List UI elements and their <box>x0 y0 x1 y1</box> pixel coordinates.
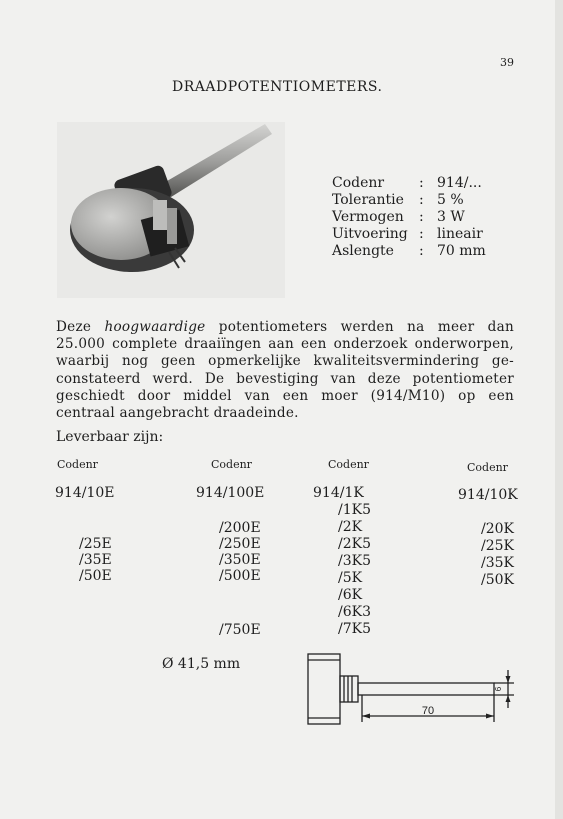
table-cell: /2K <box>338 519 363 535</box>
table-cell: /6K <box>338 587 363 603</box>
table-cell: /50K <box>481 572 514 588</box>
intro-line: geschiedt door middel van een moer (914/M10) op een <box>56 387 514 404</box>
table-cell: /3K5 <box>338 553 371 569</box>
column-header: Codenr <box>328 458 369 471</box>
table-cell: /200E <box>219 520 261 536</box>
table-cell: /7K5 <box>338 621 371 637</box>
table-cell: /1K5 <box>338 502 371 518</box>
table-cell: /35E <box>79 552 112 568</box>
intro-line: centraal aangebracht draadeinde. <box>56 405 299 422</box>
table-cell: /500E <box>219 568 261 584</box>
dimension-drawing <box>300 650 530 730</box>
intro-line: constateerd werd. De bevestiging van deze potentiometer <box>56 370 514 387</box>
spec-label: Aslengte <box>332 243 394 259</box>
table-cell: 914/100E <box>196 485 265 501</box>
table-cell: 914/10E <box>55 485 115 501</box>
table-cell: 914/1K <box>313 485 364 501</box>
table-cell: /350E <box>219 552 261 568</box>
spec-value: 70 mm <box>437 243 486 259</box>
shaft-length-label: 70 <box>421 705 435 717</box>
table-cell: /250E <box>219 536 261 552</box>
table-cell: /5K <box>338 570 363 586</box>
diameter-label: Ø 41,5 mm <box>162 656 241 672</box>
spec-label: Vermogen <box>332 209 404 225</box>
page-title: DRAADPOTENTIOMETERS. <box>172 79 383 95</box>
spec-value: 914/... <box>437 175 482 191</box>
page-edge <box>555 0 563 819</box>
intro-line: Deze hoogwaardige potentiometers werden na meer dan <box>56 319 514 335</box>
spec-label: Tolerantie <box>332 192 404 208</box>
available-heading: Leverbaar zijn: <box>56 429 164 445</box>
emphasis: hoogwaardige <box>104 319 206 335</box>
spec-label: Uitvoering <box>332 226 408 242</box>
table-cell: /6K3 <box>338 604 371 620</box>
shaft-diameter-label: 6 <box>494 686 503 692</box>
column-header: Codenr <box>57 458 98 471</box>
spec-value: lineair <box>437 226 483 242</box>
table-cell: /20K <box>481 521 514 537</box>
table-cell: /750E <box>219 622 261 638</box>
column-header: Codenr <box>211 458 252 471</box>
intro-paragraph <box>56 319 514 422</box>
spec-value: 5 % <box>437 192 464 208</box>
table-cell: /50E <box>79 568 112 584</box>
table-cell: /25K <box>481 538 514 554</box>
intro-line: waarbij nog geen opmerkelijke kwaliteitsvermindering ge- <box>56 353 514 370</box>
potentiometer-photo <box>57 122 285 298</box>
table-cell: /35K <box>481 555 514 571</box>
table-cell: 914/10K <box>458 487 518 503</box>
table-cell: /25E <box>79 536 112 552</box>
intro-line: 25.000 complete draaiïngen aan een onderzoek onderworpen, <box>56 336 514 353</box>
page-number: 39 <box>500 56 514 69</box>
spec-value: 3 W <box>437 209 465 225</box>
table-cell: /2K5 <box>338 536 371 552</box>
spec-label: Codenr <box>332 175 385 191</box>
column-header: Codenr <box>467 461 508 474</box>
